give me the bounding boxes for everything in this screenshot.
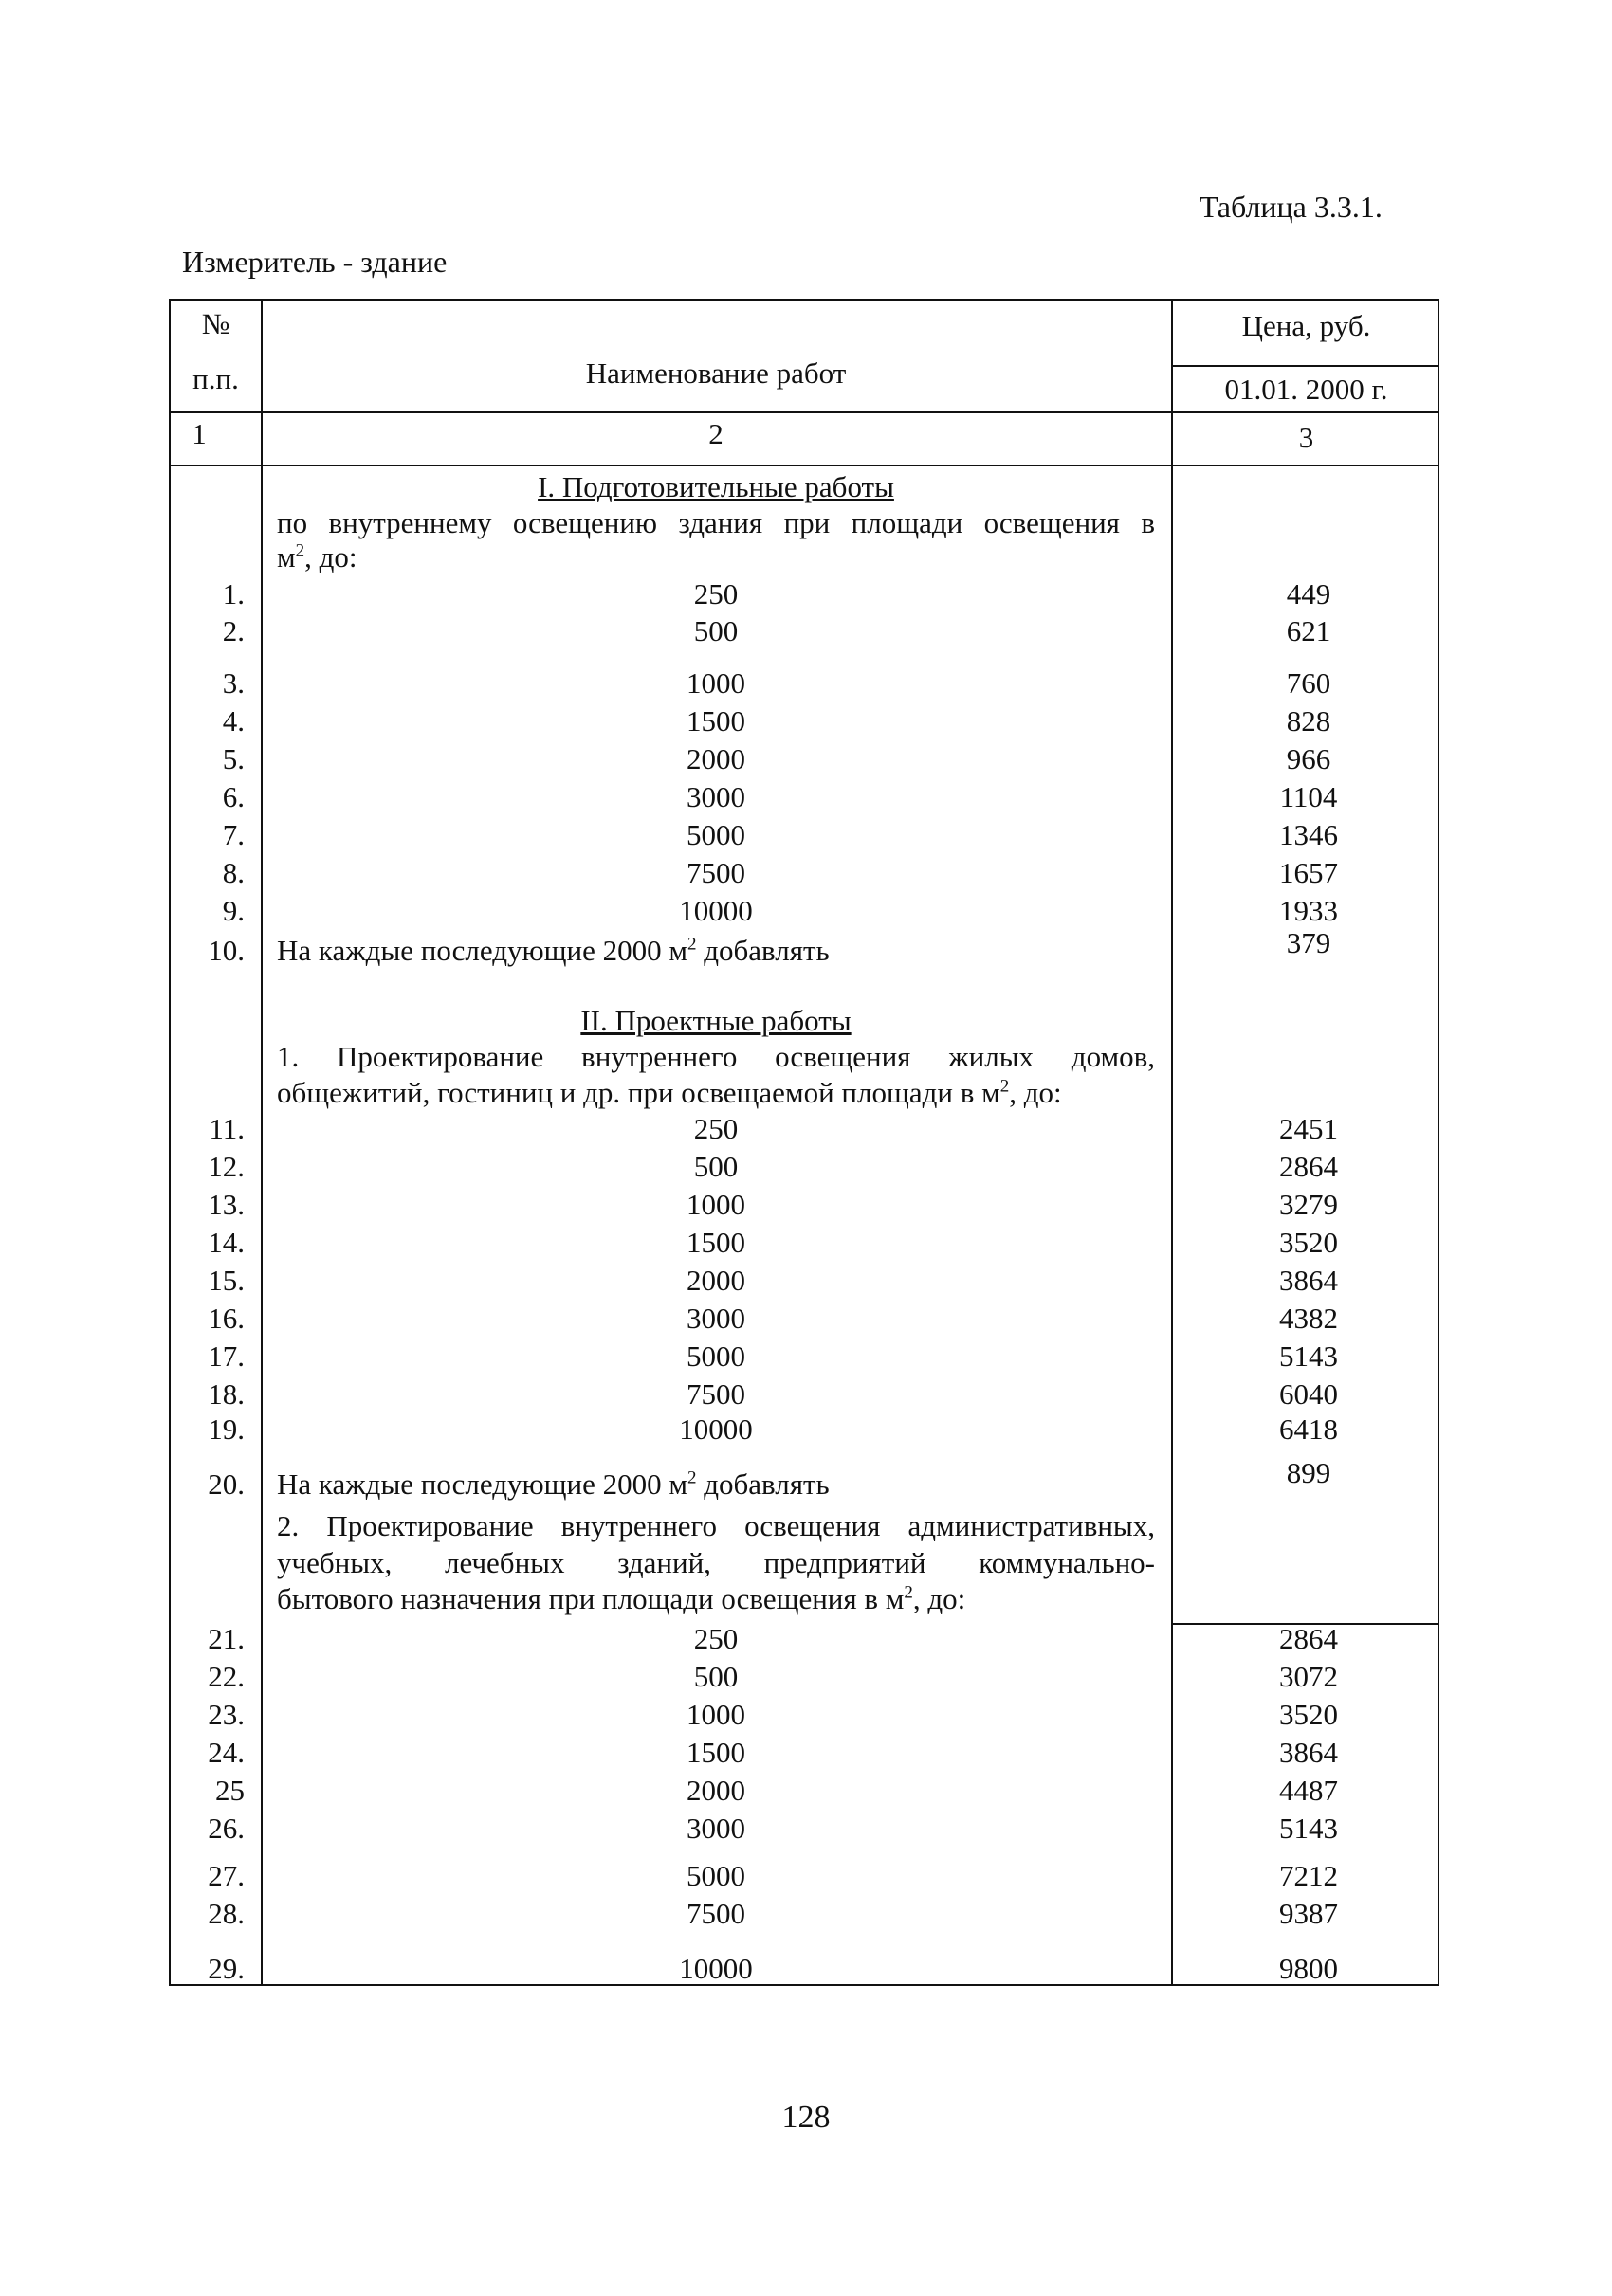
- row-number: 24.: [208, 1736, 245, 1769]
- row-number: 29.: [208, 1952, 245, 1985]
- row-price: 4382: [1279, 1302, 1338, 1335]
- table-row: [171, 1111, 1438, 1147]
- table-row: [171, 1339, 1438, 1375]
- row-area: 3000: [687, 1812, 745, 1845]
- row-price: 3520: [1279, 1698, 1338, 1731]
- row-area: 250: [693, 577, 739, 610]
- row-number: 6.: [222, 780, 245, 813]
- header-number-sign: №: [201, 307, 230, 340]
- row-price: 1657: [1279, 856, 1338, 889]
- row-price: 828: [1286, 704, 1331, 738]
- row-number: 19.: [208, 1412, 245, 1446]
- table-row: [171, 1187, 1438, 1223]
- row-area: 5000: [687, 1859, 745, 1892]
- row-area: 250: [693, 1622, 739, 1655]
- row-area: 3000: [687, 780, 745, 813]
- row-price: 3520: [1279, 1226, 1338, 1259]
- row-price: 3864: [1279, 1736, 1338, 1769]
- row-area: 500: [693, 614, 739, 647]
- table-row: [171, 855, 1438, 891]
- row-area: 500: [693, 1150, 739, 1183]
- row-number: 20.: [208, 1467, 245, 1501]
- table-row: [171, 1659, 1438, 1695]
- table-row: [171, 1225, 1438, 1261]
- row-number: 25: [215, 1774, 245, 1807]
- header-price-date: 01.01. 2000 г.: [1224, 373, 1388, 406]
- table-row: [171, 779, 1438, 815]
- row-area: 7500: [687, 1377, 745, 1411]
- header-index-3: 3: [1298, 421, 1314, 454]
- row-number: 27.: [208, 1859, 245, 1892]
- table-row: [171, 665, 1438, 702]
- row-number: 16.: [208, 1302, 245, 1335]
- row-area: 2000: [687, 742, 745, 775]
- row-area: 10000: [679, 894, 753, 927]
- row-number: 17.: [208, 1339, 245, 1373]
- row-price: 4487: [1279, 1774, 1338, 1807]
- row-number: 28.: [208, 1897, 245, 1930]
- row-number: 8.: [222, 856, 245, 889]
- table-row: [171, 1621, 1438, 1657]
- section-1-description-end: $м^2$, до:: [277, 540, 357, 574]
- header-number-pp: п.п.: [192, 362, 239, 395]
- table-row: [171, 703, 1438, 739]
- row-area: 1000: [687, 1188, 745, 1221]
- row-number: 5.: [222, 742, 245, 775]
- row-number: 14.: [208, 1226, 245, 1259]
- section-2-sub1-line2: общежитий, гостиниц и др. при освещаемой площади в $м^2$, до:: [277, 1076, 1062, 1109]
- section-2-sub2-line2: учебных, лечебных зданий, предприятий коммунально-: [277, 1546, 1155, 1579]
- row-price: 966: [1286, 742, 1331, 775]
- row-price: 3072: [1279, 1660, 1338, 1693]
- section-2-sub2-line1: 2. Проектирование внутреннего освещения административных,: [277, 1509, 1155, 1542]
- row-price: 6418: [1279, 1412, 1338, 1446]
- table-row: [171, 1773, 1438, 1809]
- row-area: 2000: [687, 1264, 745, 1297]
- table-row: [171, 1951, 1438, 1987]
- table-row: [171, 1149, 1438, 1185]
- row-number: 23.: [208, 1698, 245, 1731]
- row-area: 1000: [687, 666, 745, 700]
- header-index-1: 1: [192, 417, 207, 450]
- table-row: [171, 1376, 1438, 1412]
- section-1-description: по внутреннему освещению здания при площади освещения в: [277, 506, 1155, 539]
- row-price: 6040: [1279, 1377, 1338, 1411]
- row-number: 2.: [222, 614, 245, 647]
- row-price: 2451: [1279, 1112, 1338, 1145]
- table-row: [171, 1456, 1438, 1503]
- row-price: 5143: [1279, 1339, 1338, 1373]
- table-row: [171, 1412, 1438, 1448]
- row-price: 621: [1286, 614, 1331, 647]
- header-index-2: 2: [708, 417, 724, 450]
- row-number: 12.: [208, 1150, 245, 1183]
- row-number: 18.: [208, 1377, 245, 1411]
- table-row: [171, 1896, 1438, 1932]
- row-price: 3279: [1279, 1188, 1338, 1221]
- table-row: [171, 576, 1438, 612]
- row-area: 500: [693, 1660, 739, 1693]
- row-area: 7500: [687, 856, 745, 889]
- row-price: 760: [1286, 666, 1331, 700]
- table-row: [171, 893, 1438, 929]
- row-number: 4.: [222, 704, 245, 738]
- row-price: 1933: [1279, 894, 1338, 927]
- row-area: 1500: [687, 1226, 745, 1259]
- table-row: [171, 1811, 1438, 1847]
- table-row: [171, 1263, 1438, 1299]
- row-price: 1104: [1279, 780, 1338, 813]
- row-price: 3864: [1279, 1264, 1338, 1297]
- row-price: 7212: [1279, 1859, 1338, 1892]
- row-area: 2000: [687, 1774, 745, 1807]
- row-number: 3.: [222, 666, 245, 700]
- row-area: 3000: [687, 1302, 745, 1335]
- row-area: 5000: [687, 818, 745, 851]
- row-number: 13.: [208, 1188, 245, 1221]
- row-area: 1000: [687, 1698, 745, 1731]
- section-2-sub2-line3: бытового назначения при площади освещения в $м^2$, до:: [277, 1582, 966, 1615]
- row-area: 1500: [687, 704, 745, 738]
- row-number: 7.: [222, 818, 245, 851]
- row-number: 26.: [208, 1812, 245, 1845]
- header-divider: [171, 411, 1438, 413]
- section-1-title: I. Подготовительные работы: [538, 470, 894, 503]
- table-row: [171, 741, 1438, 777]
- price-table: [169, 299, 1439, 1986]
- row-extra-text: На каждые последующие 2000 $м^2$ добавлять: [277, 1467, 830, 1501]
- row-number: 15.: [208, 1264, 245, 1297]
- header-work-name: Наименование работ: [585, 356, 847, 390]
- row-price: 9800: [1279, 1952, 1338, 1985]
- row-price: 1346: [1279, 818, 1338, 851]
- table-row: [171, 1858, 1438, 1894]
- row-price: 5143: [1279, 1812, 1338, 1845]
- row-price: 379: [1286, 926, 1331, 959]
- table-row: [171, 1697, 1438, 1733]
- table-row: [171, 1735, 1438, 1771]
- row-price: 899: [1286, 1456, 1331, 1489]
- table-row: [171, 613, 1438, 649]
- row-price: 2864: [1279, 1150, 1338, 1183]
- row-number: 1.: [222, 577, 245, 610]
- row-number: 11.: [209, 1112, 245, 1145]
- row-area: 250: [693, 1112, 739, 1145]
- row-price: 9387: [1279, 1897, 1338, 1930]
- row-price: 449: [1286, 577, 1331, 610]
- row-number: 9.: [222, 894, 245, 927]
- header-price: Цена, руб.: [1241, 309, 1371, 342]
- table-row: [171, 817, 1438, 853]
- page-number: 128: [781, 2100, 831, 2135]
- table-row: [171, 1301, 1438, 1337]
- measure-label: Измеритель - здание: [182, 245, 448, 279]
- section-2-sub1-line1: 1. Проектирование внутреннего освещения жилых домов,: [277, 1040, 1155, 1073]
- row-area: 10000: [679, 1412, 753, 1446]
- section-2-title: II. Проектные работы: [580, 1004, 852, 1037]
- row-area: 1500: [687, 1736, 745, 1769]
- row-area: 10000: [679, 1952, 753, 1985]
- row-area: 5000: [687, 1339, 745, 1373]
- row-extra-text: На каждые последующие 2000 $м^2$ добавлять: [277, 934, 830, 967]
- row-number: 22.: [208, 1660, 245, 1693]
- row-area: 7500: [687, 1897, 745, 1930]
- row-price: 2864: [1279, 1622, 1338, 1655]
- table-label: Таблица 3.3.1.: [1200, 190, 1383, 224]
- row-number: 10.: [208, 934, 245, 967]
- header-price-divider: [1171, 365, 1438, 367]
- row-number: 21.: [208, 1622, 245, 1655]
- index-row-divider: [171, 465, 1438, 466]
- table-row: [171, 926, 1438, 969]
